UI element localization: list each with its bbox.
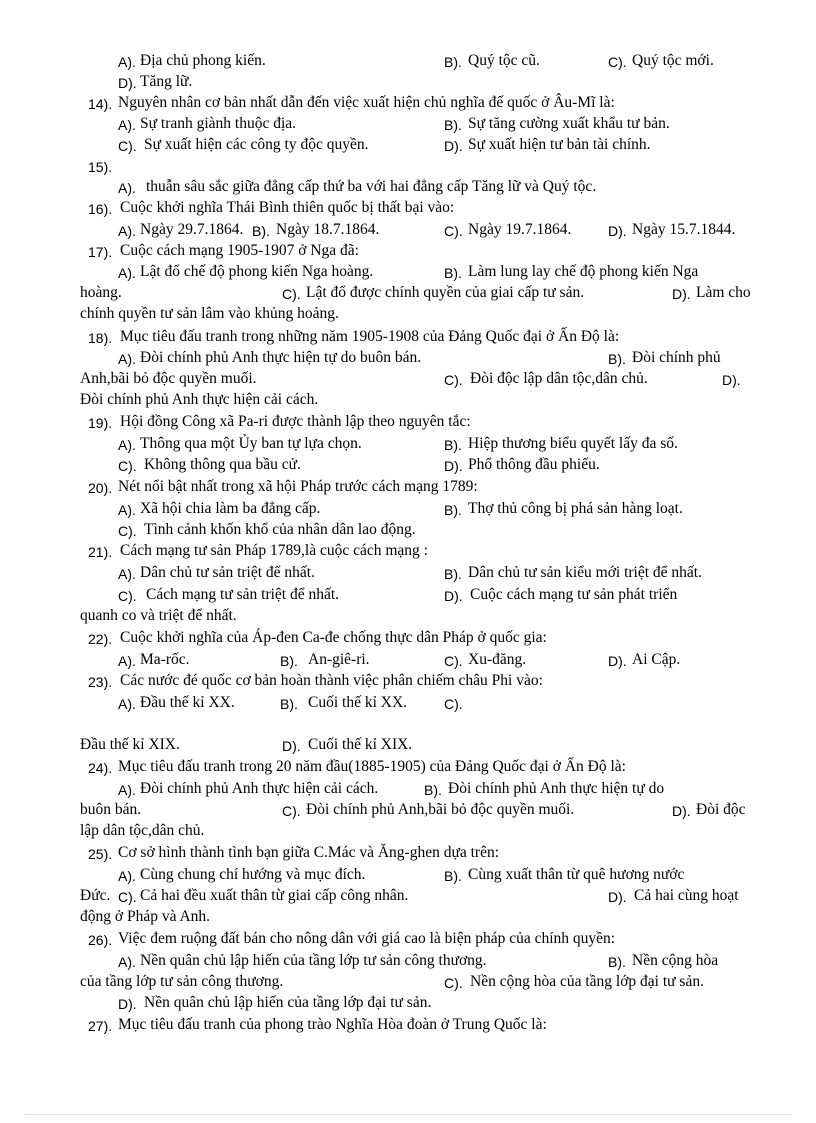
question-number: 17).: [88, 244, 113, 260]
text-segment: buôn bán.: [80, 801, 142, 818]
text-segment: Sự xuất hiện các công ty độc quyền.: [144, 136, 369, 153]
option-label: A).: [118, 223, 136, 239]
option-label: A).: [118, 437, 136, 453]
option-label: B).: [424, 782, 442, 798]
option-label: B).: [608, 954, 626, 970]
option-label: B).: [444, 117, 462, 133]
text-segment: của tầng lớp tư sản công thương.: [80, 973, 284, 990]
text-segment: Cuộc khởi nghĩa Thái Bình thiên quốc bị thất bại vào:: [120, 199, 455, 216]
option-label: D).: [608, 889, 627, 905]
option-label: D).: [118, 996, 137, 1012]
text-segment: Hiệp thương biểu quyết lấy đa số.: [468, 435, 678, 452]
text-segment: Làm cho: [696, 284, 751, 301]
option-label: A).: [118, 54, 136, 70]
text-segment: An-giê-ri.: [308, 651, 370, 668]
option-label: C).: [118, 588, 137, 604]
option-label: C).: [444, 372, 463, 388]
option-label: A).: [118, 696, 136, 712]
question-number: 20).: [88, 480, 113, 496]
text-segment: Địa chủ phong kiến.: [140, 52, 266, 69]
option-label: D).: [444, 588, 463, 604]
text-segment: Cuộc khởi nghĩa của Áp-đen Ca-đe chống thực dân Pháp ở quốc gia:: [120, 629, 547, 646]
question-number: 24).: [88, 760, 113, 776]
question-number: 21).: [88, 544, 113, 560]
option-label: B).: [280, 696, 298, 712]
text-segment: Mục tiêu đấu tranh trong những năm 1905-1908 của Đảng Quốc đại ở Ấn Độ là:: [120, 328, 620, 345]
text-segment: Tình cảnh khốn khổ của nhân dân lao động.: [144, 521, 416, 538]
text-segment: Lật đổ chế độ phong kiến Nga hoàng.: [140, 263, 374, 280]
text-segment: Đức.: [80, 887, 111, 904]
option-label: D).: [118, 75, 137, 91]
option-label: D).: [722, 372, 741, 388]
option-label: C).: [444, 223, 463, 239]
option-label: C).: [282, 803, 301, 819]
text-segment: Dân chủ tư sản kiểu mới triệt để nhất.: [468, 564, 702, 581]
text-segment: Quý tộc cũ.: [468, 52, 540, 69]
option-label: C).: [444, 653, 463, 669]
text-segment: Cả hai cùng hoạt: [634, 887, 739, 904]
text-segment: Cuối thế kỉ XIX.: [308, 736, 413, 753]
question-number: 14).: [88, 96, 113, 112]
option-label: B).: [444, 437, 462, 453]
option-label: D).: [672, 286, 691, 302]
text-segment: Đầu thế kỉ XIX.: [80, 736, 180, 753]
option-label: D).: [444, 138, 463, 154]
text-segment: Việc đem ruộng đất bán cho nông dân với giá cao là biện pháp của chính quyền:: [118, 930, 616, 947]
option-label: D).: [672, 803, 691, 819]
option-label: B).: [252, 223, 270, 239]
text-segment: Đòi chính phủ Anh,bãi bỏ độc quyền muối.: [306, 801, 575, 818]
text-segment: Cùng xuất thân từ quê hương nước: [468, 866, 685, 883]
text-segment: quanh co và triệt để nhất.: [80, 607, 237, 624]
option-label: A).: [118, 868, 136, 884]
option-label: A).: [118, 566, 136, 582]
text-segment: Nền quân chủ lập hiến của tầng lớp đại tư sản.: [144, 994, 432, 1011]
text-segment: Nền cộng hòa: [632, 952, 719, 969]
text-segment: Nền cộng hòa của tầng lớp đại tư sản.: [470, 973, 704, 990]
text-segment: lập dân tộc,dân chủ.: [80, 822, 205, 839]
option-label: A).: [118, 265, 136, 281]
question-number: 27).: [88, 1018, 113, 1034]
text-segment: Cách mạng tư sản triệt để nhất.: [146, 586, 340, 603]
option-label: B).: [444, 54, 462, 70]
text-segment: Đòi độc lập dân tộc,dân chủ.: [470, 370, 648, 387]
text-segment: Ngày 15.7.1844.: [632, 221, 736, 238]
text-segment: Mục tiêu đấu tranh trong 20 năm đầu(1885-1905) của Đảng Quốc đại ở Ấn Độ là:: [118, 758, 626, 775]
text-segment: Không thông qua bầu cử.: [144, 456, 301, 473]
text-segment: hoàng.: [80, 284, 122, 301]
text-segment: Dân chủ tư sản triệt để nhất.: [140, 564, 315, 581]
text-segment: Ma-rốc.: [140, 651, 190, 668]
text-segment: Đòi chính phủ Anh thực hiện tự do buôn bán.: [140, 349, 422, 366]
text-segment: Đầu thế kỉ XX.: [140, 694, 235, 711]
text-segment: Quý tộc mới.: [632, 52, 714, 69]
option-label: D).: [282, 738, 301, 754]
option-label: B).: [444, 566, 462, 582]
option-label: C).: [444, 975, 463, 991]
text-segment: Ngày 29.7.1864.: [140, 221, 244, 238]
text-segment: Lật đổ được chính quyền của giai cấp tư sản.: [306, 284, 585, 301]
option-label: B).: [444, 265, 462, 281]
text-segment: Đòi chính phủ Anh thực hiện cải cách.: [140, 780, 379, 797]
text-segment: Cuối thế kỉ XX.: [308, 694, 408, 711]
text-segment: Tăng lữ.: [140, 73, 193, 90]
text-segment: Làm lung lay chế độ phong kiến Nga: [468, 263, 699, 280]
question-number: 23).: [88, 674, 113, 690]
option-label: C).: [608, 54, 627, 70]
text-segment: Cơ sở hình thành tình bạn giữa C.Mác và Ăng-ghen dựa trên:: [118, 844, 500, 861]
text-segment: Các nước đé quốc cơ bản hoàn thành việc phân chiếm châu Phi vào:: [120, 672, 543, 689]
option-label: A).: [118, 653, 136, 669]
text-segment: Xã hội chia làm ba đẳng cấp.: [140, 500, 321, 517]
text-segment: Ngày 18.7.1864.: [276, 221, 380, 238]
text-segment: Đòi chính phủ Anh thực hiện tự do: [448, 780, 665, 797]
option-label: C).: [118, 523, 137, 539]
text-segment: thuẫn sâu sắc giữa đẳng cấp thứ ba với hai đẳng cấp Tăng lữ và Quý tộc.: [146, 178, 597, 195]
text-segment: Thông qua một Ủy ban tự lựa chọn.: [140, 435, 362, 452]
option-label: C).: [118, 138, 137, 154]
option-label: C).: [118, 458, 137, 474]
option-label: B).: [280, 653, 298, 669]
question-number: 19).: [88, 415, 113, 431]
text-segment: Xu-đăng.: [468, 651, 527, 668]
text-segment: chính quyền tư sản lâm vào khủng hoảng.: [80, 305, 339, 322]
text-segment: Phổ thông đầu phiếu.: [468, 456, 600, 473]
text-segment: Ngày 19.7.1864.: [468, 221, 572, 238]
text-segment: Đòi độc: [696, 801, 746, 818]
text-segment: Thợ thủ công bị phá sản hàng loạt.: [468, 500, 683, 517]
option-label: C).: [282, 286, 301, 302]
text-segment: Anh,bãi bỏ độc quyền muối.: [80, 370, 257, 387]
option-label: A).: [118, 351, 136, 367]
question-number: 25).: [88, 846, 113, 862]
text-segment: Sự xuất hiện tư bản tài chính.: [468, 136, 651, 153]
option-label: D).: [444, 458, 463, 474]
text-segment: động ở Pháp và Anh.: [80, 908, 211, 925]
option-label: C).: [118, 889, 137, 905]
text-segment: Sự tranh giành thuộc địa.: [140, 115, 297, 132]
text-segment: Sự tăng cường xuất khẩu tư bản.: [468, 115, 670, 132]
text-segment: Mục tiêu đấu tranh của phong trào Nghĩa Hòa đoàn ở Trung Quốc là:: [118, 1016, 547, 1033]
option-label: A).: [118, 180, 136, 196]
text-segment: Ai Cập.: [632, 651, 681, 668]
text-segment: Đòi chính phủ: [632, 349, 721, 366]
option-label: A).: [118, 502, 136, 518]
page-bottom-rule: [24, 1114, 792, 1115]
option-label: C).: [444, 696, 463, 712]
text-segment: Hội đồng Công xã Pa-ri được thành lập theo nguyên tắc:: [120, 413, 471, 430]
text-segment: Cách mạng tư sản Pháp 1789,là cuộc cách mạng :: [120, 542, 428, 559]
option-label: D).: [608, 653, 627, 669]
option-label: A).: [118, 117, 136, 133]
text-segment: Nét nổi bật nhất trong xã hội Pháp trước cách mạng 1789:: [118, 478, 478, 495]
option-label: A).: [118, 782, 136, 798]
question-number: 22).: [88, 631, 113, 647]
question-number: 18).: [88, 330, 113, 346]
text-segment: Nguyên nhân cơ bản nhất dẫn đến việc xuất hiện chủ nghĩa đế quốc ở Âu-Mĩ là:: [118, 94, 615, 111]
option-label: B).: [444, 868, 462, 884]
text-segment: Cả hai đều xuất thân từ giai cấp công nhân.: [140, 887, 409, 904]
option-label: B).: [608, 351, 626, 367]
question-number: 16).: [88, 201, 113, 217]
text-segment: Cùng chung chí hướng và mục đích.: [140, 866, 366, 883]
text-segment: Nền quân chủ lập hiến của tầng lớp tư sản công thương.: [140, 952, 487, 969]
question-number: 15).: [88, 159, 113, 175]
question-number: 26).: [88, 932, 113, 948]
text-segment: Cuộc cách mạng 1905-1907 ở Nga đã:: [120, 242, 359, 259]
option-label: D).: [608, 223, 627, 239]
text-segment: Cuộc cách mạng tư sản phát triển: [470, 586, 678, 603]
text-segment: Đòi chính phủ Anh thực hiện cải cách.: [80, 391, 319, 408]
option-label: A).: [118, 954, 136, 970]
option-label: B).: [444, 502, 462, 518]
